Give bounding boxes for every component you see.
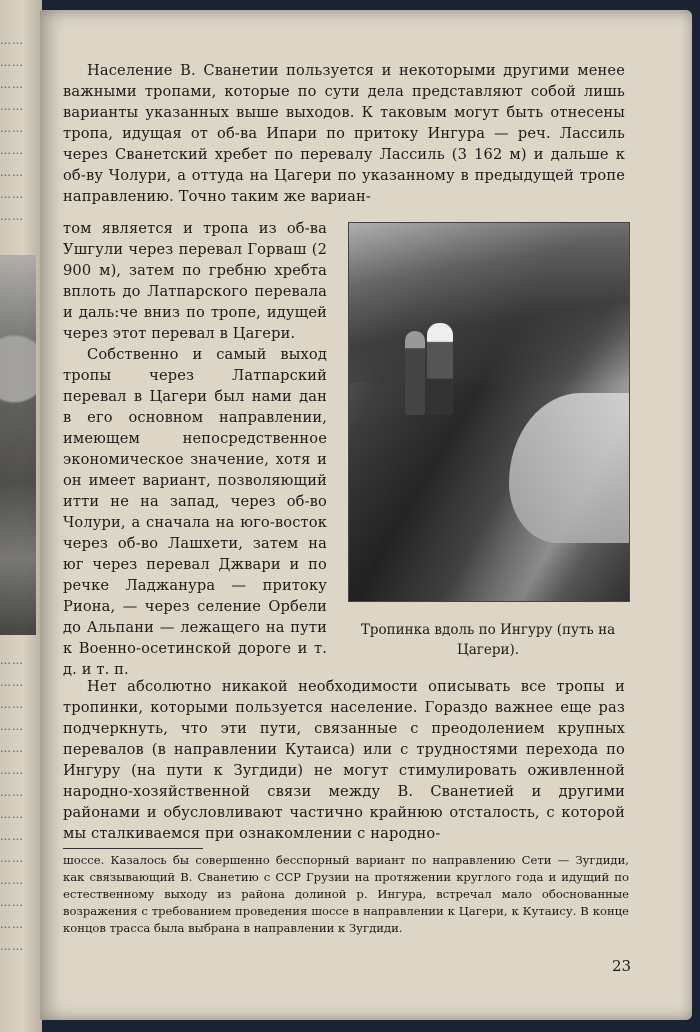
photo-figure: [427, 323, 453, 415]
text-column-beside-photo: [63, 218, 327, 680]
footnote-divider: [63, 848, 203, 849]
paragraph-text: том является и тропа из об-ва Ушгули через перевал Горваш (2 900 м), затем по гребню хребта вплоть до Латпарского перевала и даль:че вниз по тропе, идущей через этот перевал в Цагери.: [63, 220, 327, 342]
photo-figure: [405, 331, 425, 415]
adjacent-page-text: …… …… …… …… …… …… …… …… ……: [0, 34, 24, 223]
footnote-text: шоссе. Казалось бы совершенно бесспорный вариант по направлению Сети — Зугдиди, как связывающий В. Сванетию с ССР Грузии на протяжении круглого года и идущий по естественному выходу из района долиной р. Ингура, встречал мало обоснованные возражения с требованием проведения шоссе в направлении к Цагери, к Кутаису. В конце концов трасса была выбрана в направлении к Зугдиди.: [63, 853, 629, 935]
page-number: 23: [612, 957, 632, 975]
adjacent-page-photo: [0, 255, 36, 635]
paragraph-conclusion: [63, 676, 625, 844]
adjacent-page-text-lower: …… …… …… …… …… …… …… …… …… …… …… …… …… ……: [0, 654, 24, 953]
paragraph-text: Нет абсолютно никакой необходимости описывать все тропы и тропинки, которыми пользуется население. Гораздо важнее еще раз подчеркнуть, что эти пути, связанные с преодолением крупных перевалов (в направлении Кутаиса) или с трудностями перехода по Ингуру (на пути к Зугдиди) не могут стимулировать оживленной народно-хозяйственной связи между В. Сванетией и другими районами и обусловливают частично крайнюю отсталость, с которой мы сталкиваемся при ознакомлении с народно-: [63, 678, 625, 842]
adjacent-page-edge: [0, 0, 42, 1032]
paragraph-intro: [63, 60, 625, 207]
paragraph-text: Население В. Сванетии пользуется и некоторыми другими менее важными тропами, которые по сути дела представляют собой лишь варианты указанных выше выходов. К таковым могут быть отнесены тропа, идущая от об-ва Ипари по притоку Ингура — реч. Лассиль через Сванетский хребет по перевалу Лассиль (3 162 м) и дальше к об-ву Чолури, а оттуда на Цагери по указанному в предыдущей тропе направлению. Точно таким же вариан-: [63, 62, 625, 205]
photo-trail-along-ingur: [348, 222, 630, 602]
photo-mountain-ridge: [349, 223, 629, 383]
photo-river: [509, 393, 629, 543]
photo-caption: Тропинка вдоль по Ингуру (путь на Цагери).: [360, 622, 616, 658]
footnote: [63, 852, 629, 937]
paragraph-text: Собственно и самый выход тропы через Латпарский перевал в Цагери был нами дан в его основном направлении, имеющем непосредственное экономическое значение, хотя и он имеет вариант, позволяющий итти не на запад, через об-во Чолури, а сначала на юго-восток через об-во Лашхети, затем на юг через перевал Джвари и по речке Ладжанура — притоку Риона, — через селение Орбели до Альпани — лежащего на пути к Военно-осетинской дороге и т. д. и т. п.: [63, 346, 327, 678]
